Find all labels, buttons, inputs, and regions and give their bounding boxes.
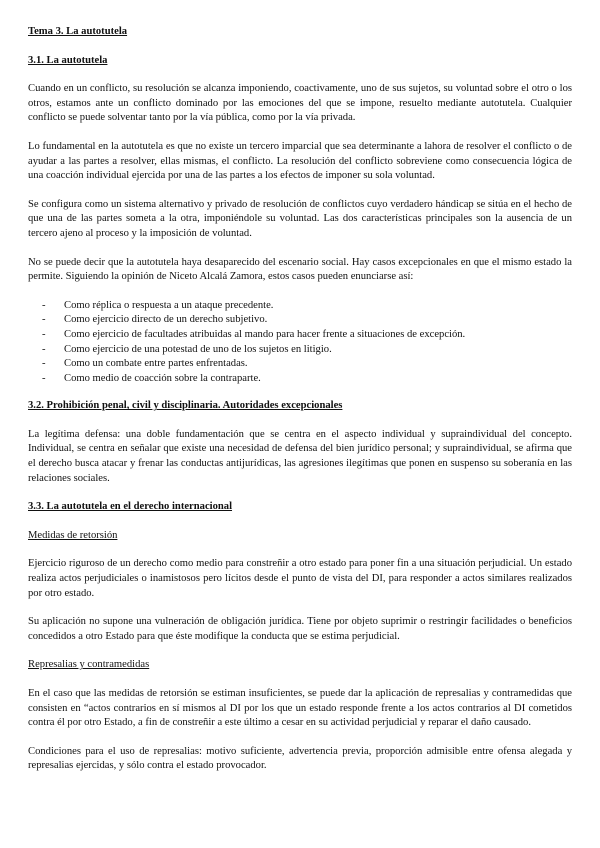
list-item: - Como ejercicio de una potestad de uno de los sujetos en litigio. bbox=[42, 343, 572, 358]
paragraph: Lo fundamental en la autotutela es que no existe un tercero imparcial que sea determinante a lahora de resolver el conflicto o de ayudar a las partes a resolver, ellas mismas, el conflicto. La resolución del conflicto sobreviene como consecuencia lógica de una coacción individual ejercida por una de las partes a los efectos de imponer su sola voluntad. bbox=[28, 140, 572, 182]
document-title: Tema 3. La autotutela bbox=[28, 26, 128, 37]
document-page bbox=[28, 25, 572, 788]
paragraph: Ejercicio riguroso de un derecho como medio para constreñir a otro estado para poner fin a una situación perjudicial. Un estado realiza actos perjudiciales o inamistosos pero lícitos desde el punto de vista del DI, para responder a actos similares realizados por otro estado. bbox=[28, 558, 572, 599]
paragraph: Se configura como un sistema alternativo y privado de resolución de conflictos cuyo verdadero hándicap se sitúa en el hecho de que una de las partes someta a la otra, imponiéndole su voluntad. Las dos características principales son la ausencia de un tercero ajeno al proceso y la imposición de voluntad. bbox=[28, 198, 572, 239]
list-item: - Como ejercicio de facultades atribuidas al mando para hacer frente a situaciones de excepción. bbox=[42, 328, 572, 343]
list-item: - Como un combate entre partes enfrentadas. bbox=[42, 357, 572, 372]
list-item: - Como medio de coacción sobre la contraparte. bbox=[42, 372, 572, 387]
paragraph: Cuando en un conflicto, su resolución se alcanza imponiendo, coactivamente, uno de sus sujetos, su voluntad sobre el otro o los otros, estamos ante un conflicto dominado por las emociones del que se impone, resuelto mediante autotutela. Cualquier conflicto se puede solventar tanto por la vía pública, como por la vía privada. bbox=[28, 83, 572, 124]
subheading-retorsion: Medidas de retorsión bbox=[28, 529, 118, 541]
list-item: - Como réplica o respuesta a un ataque precedente. bbox=[42, 299, 572, 314]
paragraph: No se puede decir que la autotutela haya desaparecido del escenario social. Hay casos excepcionales en que el mismo estado la permite. Siguiendo la opinión de Niceto Alcalá Zamora, estos casos pueden enunciarse así: bbox=[28, 256, 572, 283]
paragraph: Su aplicación no supone una vulneración de obligación jurídica. Tiene por objeto suprimir o restringir facilidades o beneficios concedidos a otro Estado para que éste modifique la conducta que se estima perjudicial. bbox=[28, 616, 572, 642]
paragraph: La legítima defensa: una doble fundamentación que se centra en el aspecto individual y supraindividual del concepto. Individual, se centra en señalar que existe una necesidad de defensa del bien jurídico personal; y supraindividual, se afirma que el derecho busca atacar y frenar las conductas antijurídicas, las agresiones ilegítimas que ponen en suspenso su soberanía en las relaciones sociales. bbox=[28, 428, 572, 484]
section-heading-3-3: 3.3. La autotutela en el derecho internacional bbox=[28, 501, 233, 513]
section-heading-3-1: 3.1. La autotutela bbox=[28, 54, 108, 66]
subheading-represalias: Represalias y contramedidas bbox=[28, 659, 150, 671]
section-heading-3-2: 3.2. Prohibición penal, civil y disciplinaria. Autoridades excepcionales bbox=[28, 400, 343, 412]
cases-list bbox=[28, 299, 572, 387]
paragraph: Condiciones para el uso de represalias: motivo suficiente, advertencia previa, proporción admisible entre ofensa alegada y represalias ejercidas, y sólo contra el estado provocador. bbox=[28, 745, 572, 772]
paragraph: En el caso que las medidas de retorsión se estiman insuficientes, se puede dar la aplicación de represalias y contramedidas que consisten en “actos contrarios en sí mismos al DI por los que un estado responde frente a los actos contrarios al DI cometidos contra él por otro Estado, a fin de constreñir a este último a cesar en su actividad perjudicial y reparar el daño causado. bbox=[28, 688, 572, 729]
list-item: - Como ejercicio directo de un derecho subjetivo. bbox=[42, 313, 572, 328]
